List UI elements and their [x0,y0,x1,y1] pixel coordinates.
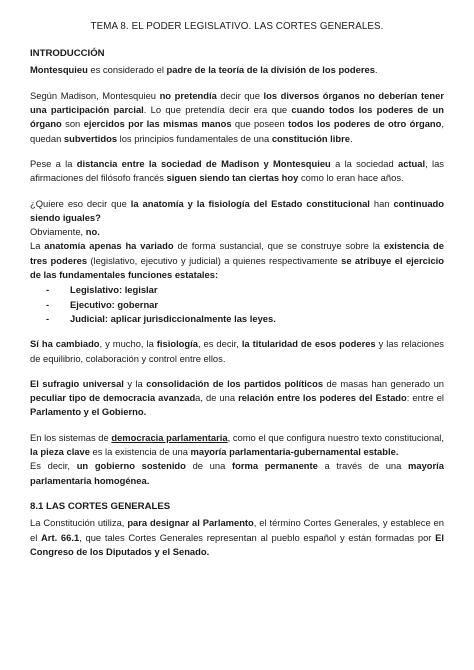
text-run: es la existencia de una [89,446,191,457]
text-run: es considerado el [87,64,167,76]
text-run: la anatomía y la fisiología del Estado constitucional [130,197,370,209]
text-run: El Congreso de los Diputados y el Senado. [30,531,444,558]
powers-list [30,283,444,326]
text-run: para designar al Parlamento [127,517,254,529]
text-run: , y mucho, la [99,338,157,350]
text-run: no pretendía [159,89,217,101]
text-run: un gobierno sostenido [76,460,186,472]
paragraph [30,157,444,186]
text-run: consolidación de los partidos políticos [146,377,324,389]
text-run: , es decir, [197,338,242,350]
text-run: y la [123,377,147,389]
text-run: . [374,64,378,76]
text-run: , el término Cortes Generales, y establece en el [30,517,444,543]
section-introduccion [30,47,444,488]
text-run: Art. 66.1 [41,531,80,543]
list-item-text: Judicial: aplicar jurisdiccionalmente las leyes. [70,312,276,324]
paragraph [30,377,444,420]
text-run: existencia de tres poderes [30,240,444,266]
text-run: distancia entre la sociedad de Madison y Montesquieu [76,157,331,169]
text-run: y las relaciones de equilibrio, colaboración y control entre ellos. [30,338,444,364]
paragraph [30,337,444,366]
text-run: La [30,240,45,252]
text-run: Parlamento y el Gobierno. [30,406,147,418]
text-run: mayoría parlamentaria-gubernamental estable. [190,446,399,457]
text-run: ejercidos por las mismas manos [83,118,232,130]
text-run: Es decir, [30,460,77,472]
text-run: decir que [216,89,264,101]
list-item-text: Legislativo: legislar [70,284,158,296]
text-run: siguen siendo tan ciertas hoy [166,172,299,184]
text-run: no. [85,226,100,238]
text-run: que poseen [231,118,289,130]
text-run: El sufragio universal [30,377,124,389]
section-heading: INTRODUCCIÓN [30,47,105,59]
text-run: relación entre los poderes del Estado [238,392,407,404]
section-cortes-generales [30,500,444,559]
text-run: a la sociedad [330,157,398,169]
paragraph [30,197,444,226]
text-run: , las afirmaciones del filósofo francés [30,157,444,184]
text-run: Según Madison, Montesquieu [30,89,160,101]
text-run: mayoría parlamentaria homogénea. [30,460,445,486]
text-run: : entre el [406,392,445,404]
paragraph [30,459,444,488]
text-run: la pieza clave [30,446,90,457]
text-run: los diversos órganos no deberían tener una participación parcial [30,89,444,116]
text-run: todos los poderes de otro órgano [288,118,442,130]
text-run: de masas han generado un [323,377,445,389]
text-run: En los sistemas de [30,431,112,443]
text-run: peculiar tipo de democracia avanzad [30,392,196,404]
text-run: a través de una [317,460,409,472]
list-bullet: - [46,298,50,310]
text-run: anatomía apenas ha variado [44,240,174,252]
text-run: Sí ha cambiado [30,338,100,350]
paragraph [30,431,444,460]
text-run: , que tales Cortes Generales representan al pueblo español y están formadas por [79,531,436,543]
text-run: se atribuye el ejercicio de las fundamentales funciones estatales: [30,254,444,281]
text-run: la titularidad de esos poderes [241,338,376,350]
paragraph [30,516,444,559]
text-run: , como el que configura nuestro texto constitucional, [227,431,444,443]
list-bullet: - [46,284,50,296]
text-run: (legislativo, ejecutivo y judicial) a quienes respectivamente [87,254,342,266]
text-run: Obviamente, [30,226,86,238]
paragraph [30,63,444,77]
paragraph [30,239,444,282]
text-run: forma permanente [231,460,318,472]
text-run: actual [398,157,426,169]
text-run: . Lo que pretendía decir era que [143,104,292,116]
text-run: de una [185,460,232,472]
list-item [46,312,444,326]
list-bullet: - [46,312,50,324]
text-run: de forma sustancial, que se construye sobre la [173,240,384,252]
section-heading: 8.1 LAS CORTES GENERALES [30,500,171,512]
text-run: fisiología [156,338,198,350]
text-run: , quedan [30,118,444,144]
text-run: ¿Quiere eso decir que [30,197,131,209]
text-run: La Constitución utiliza, [30,517,128,529]
paragraph [30,89,444,146]
text-run: . [349,132,353,144]
text-run: continuado siendo iguales? [30,197,444,223]
list-item [46,283,444,297]
text-run: Pese a la [30,157,77,169]
list-item [46,298,444,312]
list-item-text: Ejecutivo: gobernar [70,298,159,310]
text-run: cuando todos los poderes de un órgano [30,104,444,130]
text-run: democracia parlamentaria [111,431,228,443]
text-run: constitución libre [271,132,350,144]
text-run: como lo eran hace años. [298,172,404,184]
text-run: subvertidos [63,132,118,144]
text-run: han [369,197,394,209]
text-run: son [61,118,84,130]
document-title: TEMA 8. EL PODER LEGISLATIVO. LAS CORTES GENERALES. [90,21,384,32]
paragraph [30,225,444,239]
text-run: padre de la teoría de la división de los poderes [166,64,375,76]
text-run: Montesquieu [30,64,88,76]
text-run: los principios fundamentales de una [117,132,272,144]
text-run: a, de una [195,392,239,404]
